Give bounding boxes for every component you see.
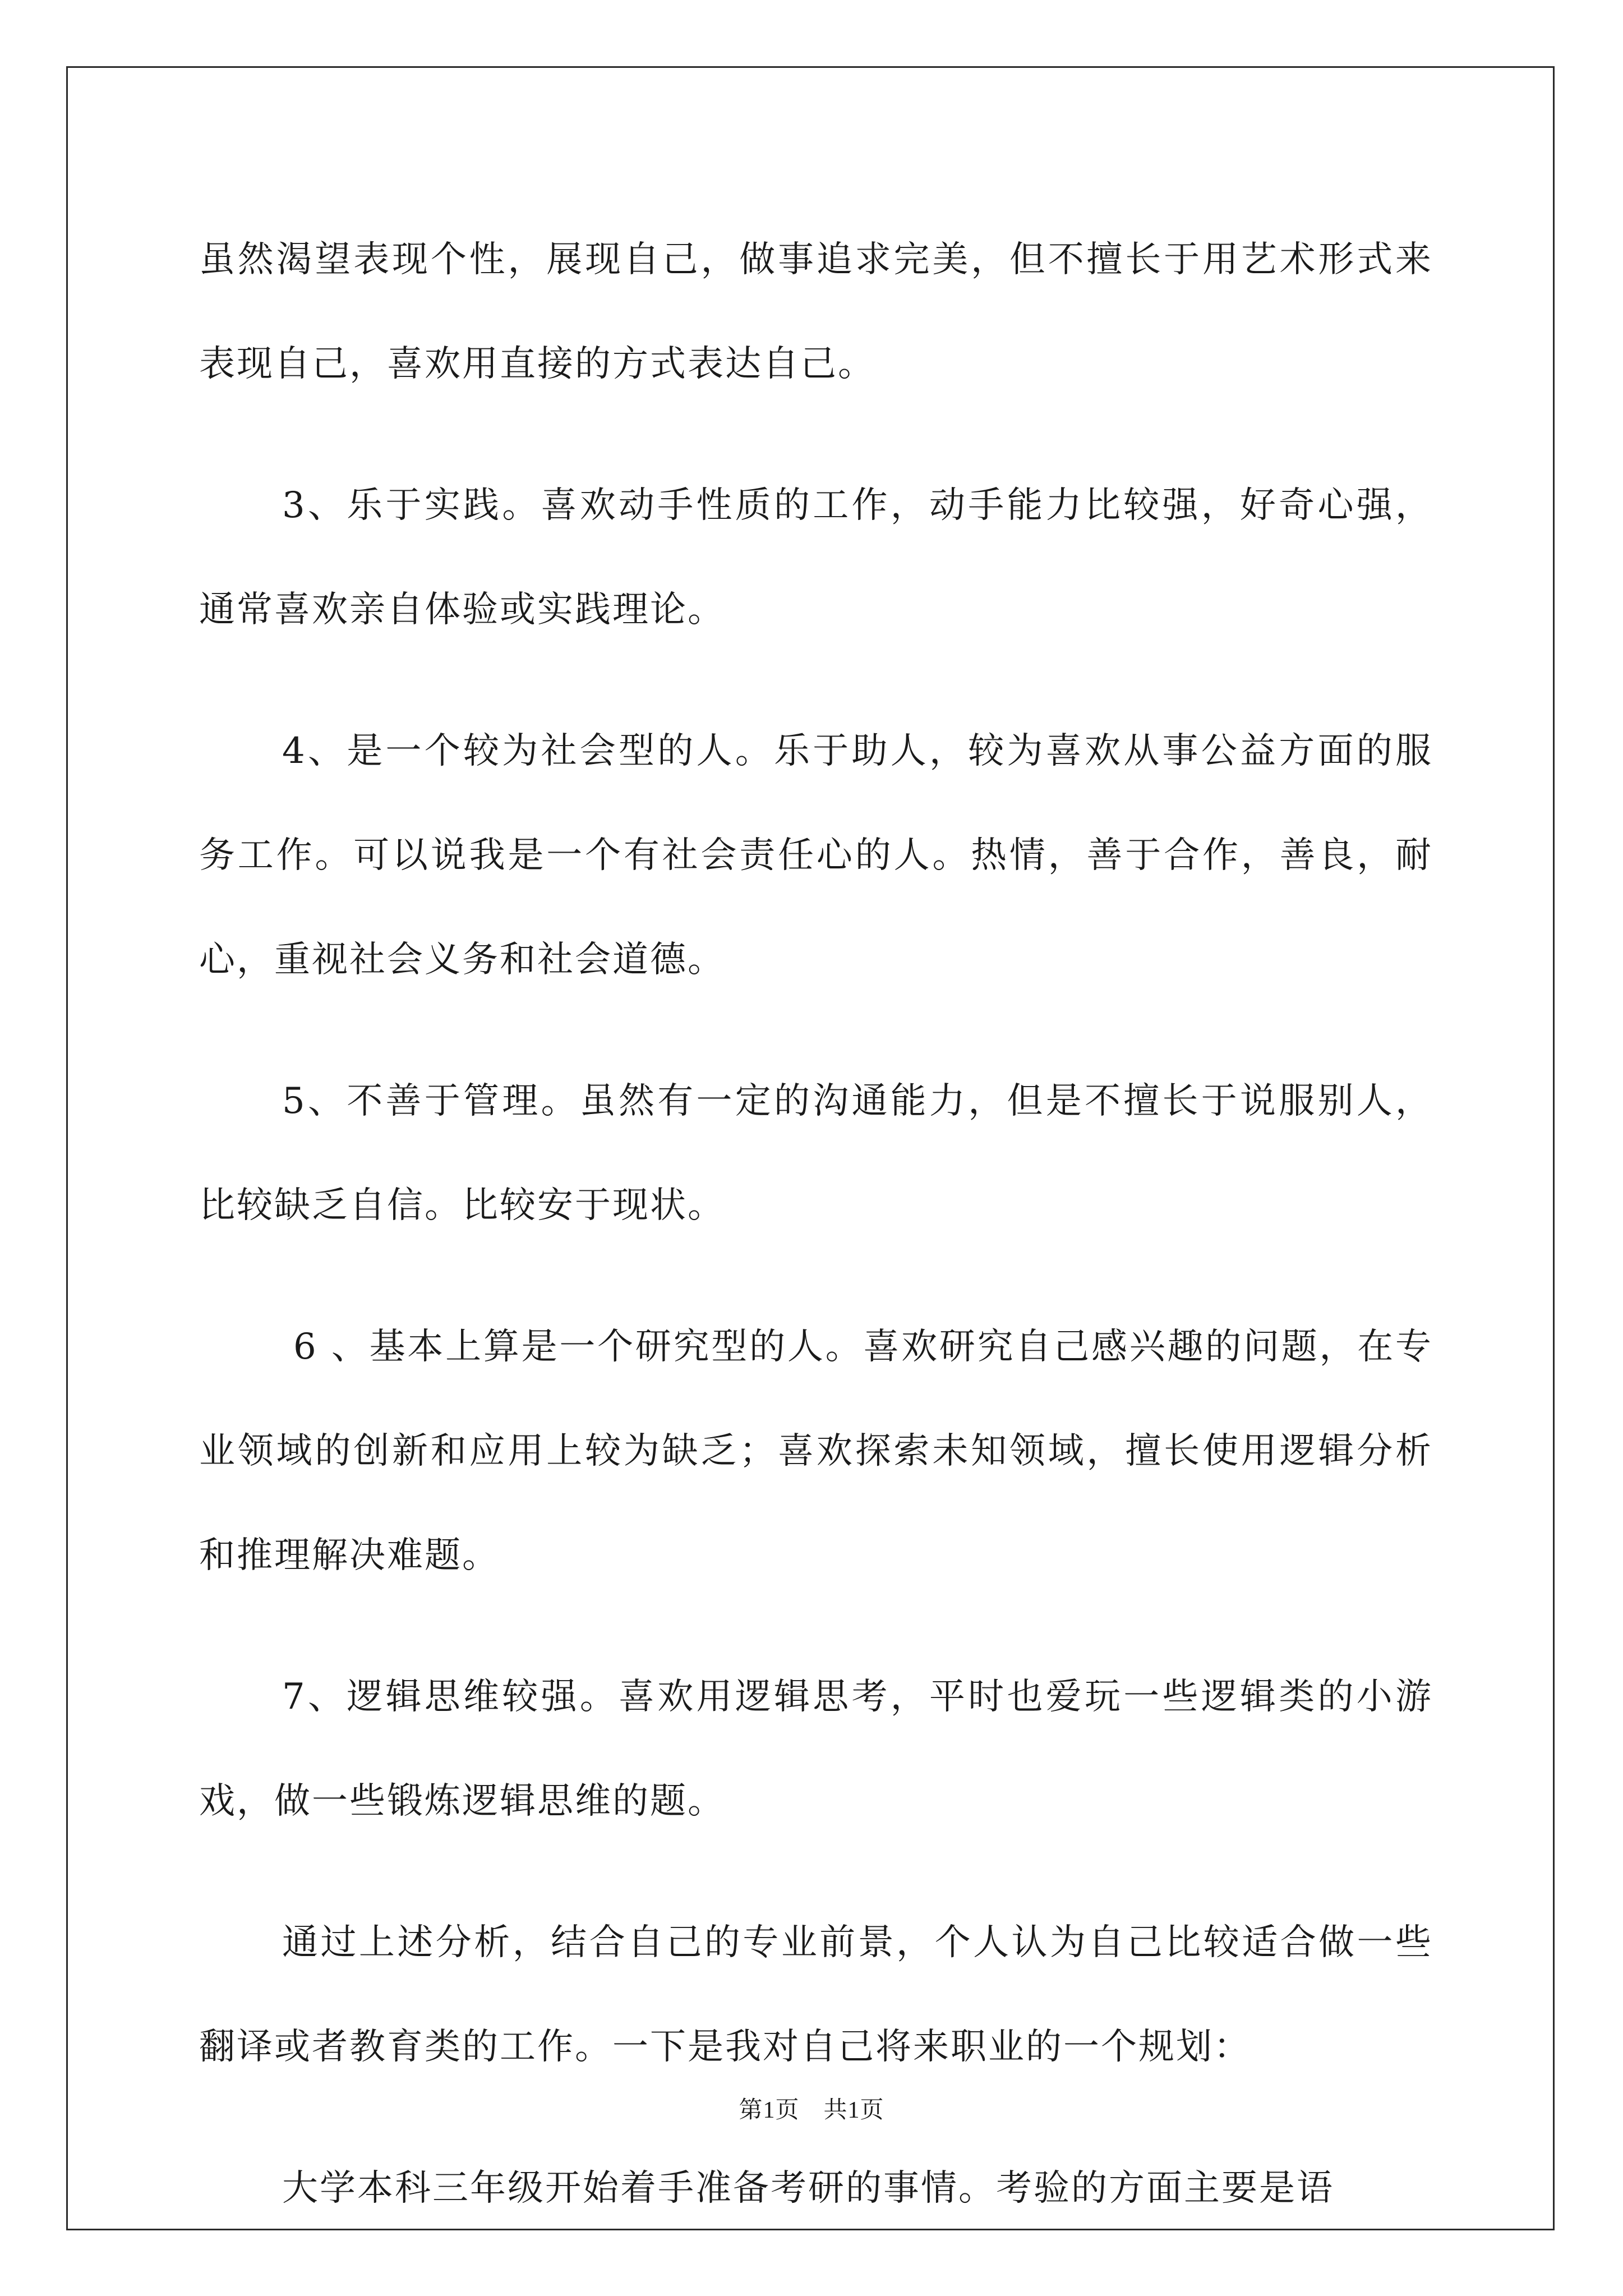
paragraph-item-4: 4、是一个较为社会型的人。乐于助人，较为喜欢从事公益方面的服务工作。可以说我是一个有社会责任心的人。热情，善于合作，善良，耐心，重视社会义务和社会道德。 (199, 730, 1433, 981)
paragraph-item-3: 3、乐于实践。喜欢动手性质的工作，动手能力比较强，好奇心强，通常喜欢亲自体验或实践理论。 (199, 485, 1433, 631)
paragraph-item-7: 7、逻辑思维较强。喜欢用逻辑思考，平时也爱玩一些逻辑类的小游戏，做一些锻炼逻辑思维的题。 (199, 1676, 1433, 1822)
page-number: 第1页 共1页 (739, 2097, 884, 2123)
paragraph-analysis: 通过上述分析，结合自己的专业前景，个人认为自己比较适合做一些翻译或者教育类的工作。一下是我对自己将来职业的一个规划： (199, 1922, 1433, 2068)
paragraph-plan: 大学本科三年级开始着手准备考研的事情。考验的方面主要是语 (282, 2168, 1334, 2209)
document-body (199, 208, 1433, 2240)
paragraph-item-6: 6 、基本上算是一个研究型的人。喜欢研究自己感兴趣的问题，在专业领域的创新和应用上较为缺乏；喜欢探索未知领域，擅长使用逻辑分析和推理解决难题。 (199, 1326, 1433, 1576)
paragraph-continued: 虽然渴望表现个性，展现自己，做事追求完美，但不擅长于用艺术形式来表现自己，喜欢用直接的方式表达自己。 (199, 239, 1433, 385)
paragraph-item-5: 5、不善于管理。虽然有一定的沟通能力，但是不擅长于说服别人，比较缺乏自信。比较安于现状。 (199, 1080, 1433, 1226)
